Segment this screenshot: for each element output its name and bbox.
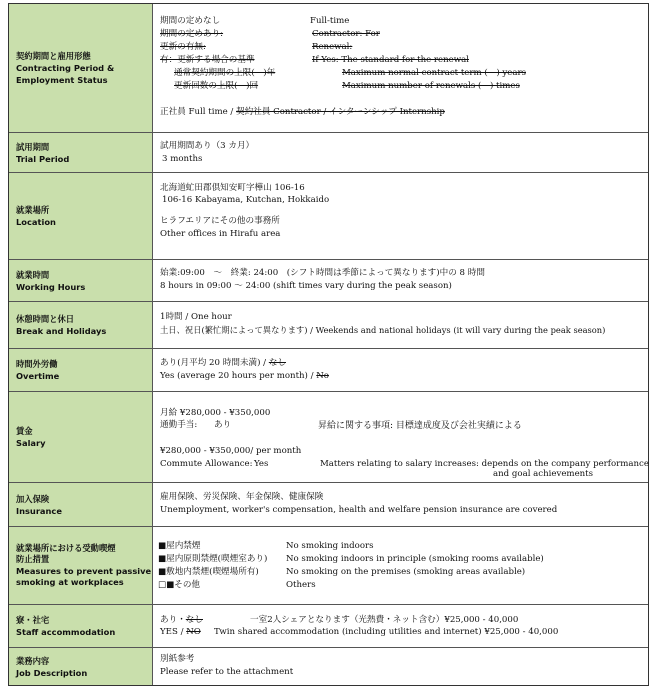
max-renewals-en: Maximum number of renewals ( ) times	[342, 81, 520, 91]
address-jp: 北海道虻田郡倶知安町字樺山 106-16	[160, 183, 305, 193]
commute-allowance-jp: 通勤手当:	[160, 420, 198, 430]
contractor-en: Contractor: For	[312, 29, 380, 39]
label-overtime	[9, 349, 153, 391]
label-smoking-en1: Measures to prevent passive	[16, 565, 152, 576]
label-job-en: Job Description	[16, 667, 88, 678]
row-salary	[9, 392, 648, 483]
label-job	[9, 648, 153, 685]
label-contract	[9, 4, 153, 132]
commute-allowance-en: Commute Allowance:	[160, 459, 253, 469]
status-struck: 契約社員 Contractor / インターンシップ Internship	[236, 107, 445, 117]
job-jp: 別紙参考	[160, 654, 195, 664]
label-holidays	[9, 302, 153, 348]
max-term-jp: 通常契約期間の上限( )年	[174, 68, 276, 78]
salary-increase-jp: 昇給に関する事項: 目標達成度及び会社実績による	[318, 421, 522, 431]
overtime-en-yes: Yes (average 20 hours per month) /	[160, 371, 314, 381]
label-overtime-jp: 時間外労働	[16, 359, 58, 369]
label-smoking-jp2: 防止措置	[16, 554, 50, 564]
smoking-opt3-jp: ■敷地内禁煙(喫煙場所有)	[158, 567, 259, 577]
hours-jp: 始業:09:00 ～ 終業: 24:00 (シフト時間は季節によって異なります)中の 8 時間	[160, 268, 485, 278]
smoking-opt3-en: No smoking on the premises (smoking areas available)	[286, 567, 526, 577]
label-accommodation-en: Staff accommodation	[16, 627, 116, 637]
label-trial-jp: 試用期間	[16, 141, 50, 152]
smoking-opt4-jp: □■その他	[158, 580, 201, 590]
employment-status	[160, 107, 445, 118]
row-contract	[9, 4, 648, 133]
label-insurance-jp: 加入保険	[16, 493, 50, 504]
accommodation-detail-jp: 一室2人シェアとなります（光熱費・ネット含む）¥25,000 - 40,000	[250, 615, 519, 625]
row-holidays	[9, 302, 648, 349]
value-location	[154, 173, 648, 259]
break-time: 1時間 / One hour	[160, 312, 232, 322]
label-contract-en2: Employment Status	[16, 75, 108, 85]
fulltime-en: Full-time	[310, 16, 350, 26]
label-insurance-en: Insurance	[16, 505, 62, 516]
hours-en: 8 hours in 09:00 ～ 24:00 (shift times vary during the peak season)	[160, 281, 452, 291]
label-trial	[9, 133, 153, 172]
value-hours	[154, 260, 648, 301]
label-contract-en: Contracting Period &	[16, 63, 115, 73]
trial-jp: 試用期間あり（3 カ月）	[160, 141, 255, 151]
accommodation-jp-yes: あり・	[160, 615, 186, 625]
other-offices-jp: ヒラフエリアにその他の事務所	[160, 216, 280, 226]
overtime-jp-yes: あり(月平均 20 時間未満) /	[160, 358, 267, 368]
value-overtime	[154, 349, 648, 391]
accommodation-en-yes: YES /	[160, 627, 184, 637]
insurance-en: Unemployment, worker's compensation, health and welfare pension insurance are covered	[160, 505, 558, 515]
value-contract	[154, 4, 648, 132]
row-overtime	[9, 349, 648, 392]
row-trial	[9, 133, 648, 173]
label-overtime-en: Overtime	[16, 371, 60, 381]
label-hours-en: Working Hours	[16, 281, 86, 292]
label-salary-jp: 賃金	[16, 426, 33, 436]
row-accommodation	[9, 605, 648, 648]
label-holidays-en: Break and Holidays	[16, 326, 107, 336]
job-en: Please refer to the attachment	[160, 667, 294, 677]
row-smoking	[9, 527, 648, 605]
label-smoking-en2: smoking at workplaces	[16, 577, 124, 587]
smoking-opt4-en: Others	[286, 580, 316, 590]
label-job-jp: 業務内容	[16, 655, 50, 666]
row-location	[9, 173, 648, 260]
salary-increase-en-cont: and goal achievements	[493, 469, 594, 479]
label-hours-jp: 就業時間	[16, 269, 50, 280]
smoking-opt2-jp: ■屋内原則禁煙(喫煙室あり)	[158, 554, 268, 564]
renewal-jp: 更新の有無:	[160, 42, 206, 52]
label-location-en: Location	[16, 217, 56, 227]
smoking-opt1-en: No smoking indoors	[286, 541, 374, 551]
row-hours	[9, 260, 648, 302]
status-fulltime: 正社員 Full time /	[160, 107, 234, 117]
value-job	[154, 648, 648, 685]
value-smoking	[154, 527, 648, 604]
smoking-opt1-jp: ■屋内禁煙	[158, 541, 201, 551]
trial-en: 3 months	[162, 154, 203, 164]
insurance-jp: 雇用保険、労災保険、年金保険、健康保険	[160, 492, 324, 502]
label-smoking	[9, 527, 153, 604]
value-trial	[154, 133, 648, 172]
monthly-salary-jp: 月給 ¥280,000 - ¥350,000	[160, 408, 271, 418]
label-salary	[9, 392, 153, 482]
row-insurance	[9, 483, 648, 527]
address-en: 106-16 Kabayama, Kutchan, Hokkaido	[162, 195, 330, 205]
value-holidays	[154, 302, 648, 348]
overtime-en	[160, 371, 329, 382]
label-hours	[9, 260, 153, 301]
commute-allowance-jp-value: あり	[214, 420, 232, 430]
label-location	[9, 173, 153, 259]
value-accommodation	[154, 605, 648, 647]
accommodation-detail-en: Twin shared accommodation (including utilities and internet) ¥25,000 - 40,000	[214, 627, 559, 637]
holidays-text: 土日、祝日(繁忙期によって異なります) / Weekends and national holidays (it will vary during the peak season)	[160, 325, 606, 335]
smoking-opt2-en: No smoking indoors in principle (smoking rooms available)	[286, 554, 544, 564]
accommodation-jp	[160, 615, 203, 626]
employment-terms-table	[8, 3, 649, 686]
label-contract-jp: 契約期間と雇用形態	[16, 51, 91, 61]
accommodation-jp-no: なし	[185, 615, 203, 625]
contractor-jp: 期間の定めあり:	[160, 29, 224, 39]
renewal-en: Renewal:	[312, 42, 353, 52]
monthly-salary-en: ¥280,000 - ¥350,000/ per month	[160, 446, 302, 456]
overtime-jp-no: なし	[268, 358, 287, 368]
label-salary-en: Salary	[16, 438, 46, 448]
label-location-jp: 就業場所	[16, 205, 50, 215]
label-trial-en: Trial Period	[16, 153, 70, 164]
label-insurance	[9, 483, 153, 526]
other-offices-en: Other offices in Hirafu area	[160, 229, 281, 239]
accommodation-en	[160, 627, 201, 638]
value-insurance	[154, 483, 648, 526]
fulltime-jp: 期間の定めなし	[160, 16, 221, 26]
value-salary	[154, 392, 648, 482]
overtime-en-no: No	[316, 371, 329, 381]
renewal-standard-jp: 有：更新する場合の基準	[160, 55, 255, 65]
label-holidays-jp: 休憩時間と休日	[16, 314, 75, 324]
renewal-standard-en: If Yes: The standard for the renewal	[312, 55, 469, 65]
row-job	[9, 648, 648, 685]
label-smoking-jp1: 就業場所における受動喫煙	[16, 542, 116, 553]
max-renewals-jp: 更新回数の上限( )回	[174, 81, 259, 91]
commute-allowance-en-value: Yes	[254, 459, 269, 469]
max-term-en: Maximum normal contract term ( ) years	[342, 68, 526, 78]
overtime-jp	[160, 358, 286, 369]
label-accommodation-jp: 寮・社宅	[16, 615, 50, 625]
accommodation-en-no: NO	[186, 627, 201, 637]
salary-increase-en: Matters relating to salary increases: depends on the company performance	[320, 459, 649, 469]
label-accommodation	[9, 605, 153, 647]
